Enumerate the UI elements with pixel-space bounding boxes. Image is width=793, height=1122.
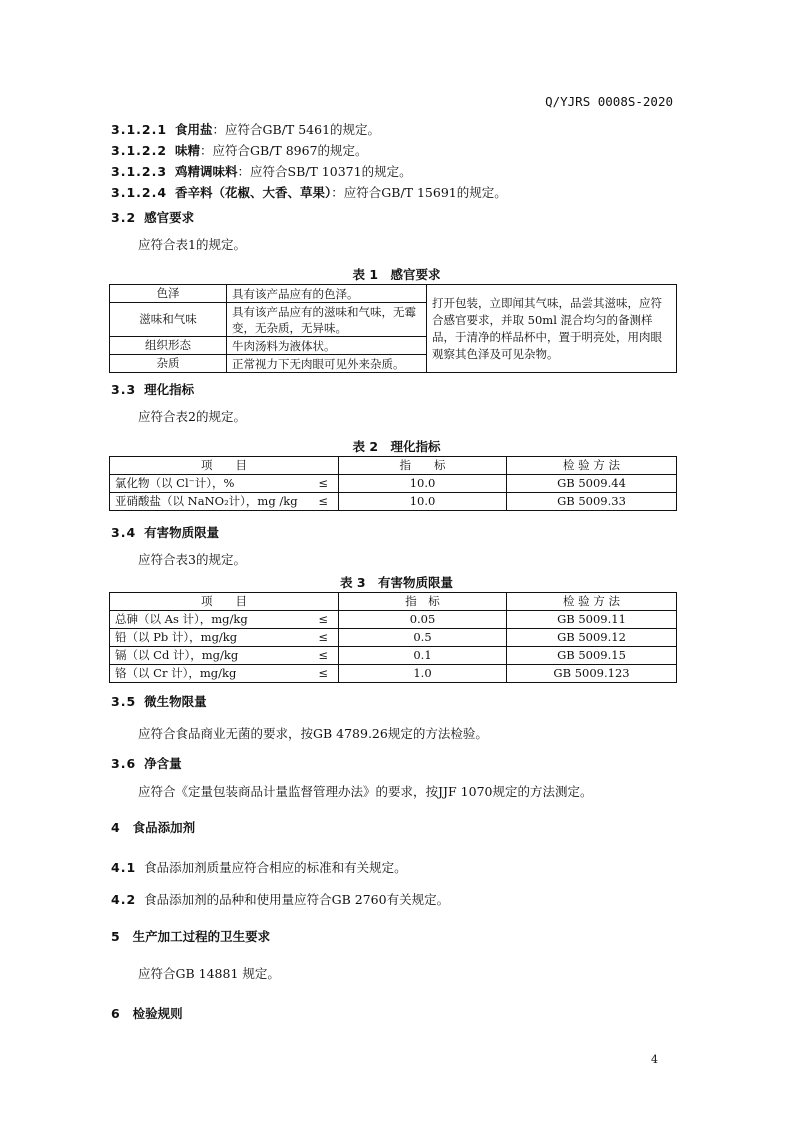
table-cell-item: 杂质 — [110, 355, 227, 373]
clause-text: 食品添加剂质量应符合相应的标准和有关规定。 — [144, 860, 407, 875]
section-3-6-heading — [111, 754, 182, 772]
table-row — [110, 285, 677, 303]
table-cell-method: GB 5009.11 — [507, 611, 677, 629]
section-3-3-heading — [111, 380, 194, 398]
section-title: 食品添加剂 — [132, 820, 196, 835]
table-cell-method: GB 5009.33 — [507, 493, 677, 511]
section-number: 3.5 — [111, 694, 137, 709]
section-3-5-heading — [111, 692, 207, 710]
table-cell-cmp: ≤ — [309, 665, 339, 683]
clause-text: 应符合GB/T 15691的规定。 — [343, 185, 507, 200]
clause-number: 4.1 — [111, 860, 137, 875]
section-title: 检验规则 — [132, 1006, 183, 1021]
table-cell-method: GB 5009.12 — [507, 629, 677, 647]
table-cell-value: 0.05 — [339, 611, 507, 629]
clause-sep: ： — [200, 143, 213, 158]
clause-3-1-2-4 — [111, 183, 507, 201]
table-header-item: 项 目 — [110, 457, 339, 475]
table-cell-item: 亚硝酸盐（以 NaNO₂计），mg /kg — [110, 493, 309, 511]
table-cell-cmp: ≤ — [309, 611, 339, 629]
section-3-5-para: 应符合食品商业无菌的要求，按GB 4789.26规定的方法检验。 — [138, 726, 488, 741]
section-number: 5 — [111, 929, 121, 944]
table-cell-desc: 具有该产品应有的滋味和气味，无霉变，无杂质，无异味。 — [227, 303, 427, 337]
table-1-sensory — [109, 284, 677, 373]
table-cell-item: 组织形态 — [110, 337, 227, 355]
table-row — [110, 611, 677, 629]
table-cell-item: 滋味和气味 — [110, 303, 227, 337]
table-cell-value: 1.0 — [339, 665, 507, 683]
table-cell-value: 10.0 — [339, 493, 507, 511]
section-3-3-para: 应符合表2的规定。 — [138, 409, 246, 424]
standard-code: Q/YJRS 0008S-2020 — [545, 94, 673, 109]
clause-name: 鸡精调味料 — [175, 164, 238, 179]
clause-sep: ： — [212, 122, 226, 137]
section-5-para: 应符合GB 14881 规定。 — [138, 966, 280, 981]
table-header-index: 指 标 — [339, 457, 507, 475]
table-cell-item: 镉（以 Cd 计），mg/kg — [110, 647, 309, 665]
table-cell-value: 0.5 — [339, 629, 507, 647]
clause-text: 应符合GB/T 8967的规定。 — [212, 143, 368, 158]
page-number: 4 — [651, 1053, 658, 1066]
clause-sep: ： — [331, 185, 344, 200]
table-cell-item: 色泽 — [110, 285, 227, 303]
table-header-row — [110, 457, 677, 475]
table-row — [110, 647, 677, 665]
section-title: 感官要求 — [144, 210, 195, 225]
clause-3-1-2-1 — [111, 120, 380, 138]
clause-name: 香辛料（花椒、大香、草果） — [175, 185, 332, 200]
table-cell-value: 10.0 — [339, 475, 507, 493]
table-1-caption: 表 1 感官要求 — [352, 267, 441, 282]
section-title: 净含量 — [144, 756, 182, 771]
table-2-caption: 表 2 理化指标 — [352, 439, 441, 454]
table-2-physicochemical — [109, 456, 677, 511]
table-cell-item: 铅（以 Pb 计），mg/kg — [110, 629, 309, 647]
table-cell-cmp: ≤ — [309, 647, 339, 665]
section-title: 理化指标 — [144, 382, 195, 397]
clause-4-2 — [111, 890, 449, 908]
section-6-heading — [111, 1004, 183, 1022]
table-cell-cmp: ≤ — [309, 493, 339, 511]
table-cell-method: GB 5009.15 — [507, 647, 677, 665]
clause-3-1-2-3 — [111, 162, 412, 180]
clause-number: 3.1.2.3 — [111, 164, 168, 179]
table-cell-method: 打开包装，立即闻其气味，品尝其滋味，应符合感官要求，并取 50ml 混合均匀的备测样品，于清净的样品杯中，置于明亮处，用肉眼观察其色泽及可见杂物。 — [427, 285, 677, 373]
clause-text: 应符合GB/T 5461的规定。 — [225, 122, 381, 137]
section-3-2-heading — [111, 208, 194, 226]
section-3-4-para: 应符合表3的规定。 — [138, 552, 246, 567]
table-cell-cmp: ≤ — [309, 629, 339, 647]
section-3-6-para: 应符合《定量包装商品计量监督管理办法》的要求，按JJF 1070规定的方法测定。 — [138, 784, 593, 799]
section-5-heading — [111, 927, 270, 945]
table-cell-item: 总砷（以 As 计），mg/kg — [110, 611, 309, 629]
clause-4-1 — [111, 858, 407, 876]
table-cell-desc: 正常视力下无肉眼可见外来杂质。 — [227, 355, 427, 373]
section-number: 6 — [111, 1006, 121, 1021]
table-cell-item: 氯化物（以 Cl⁻计），% — [110, 475, 309, 493]
table-row — [110, 629, 677, 647]
table-cell-method: GB 5009.123 — [507, 665, 677, 683]
clause-number: 3.1.2.2 — [111, 143, 168, 158]
section-number: 3.4 — [111, 525, 137, 540]
table-cell-value: 0.1 — [339, 647, 507, 665]
table-cell-item: 铬（以 Cr 计），mg/kg — [110, 665, 309, 683]
section-3-2-para: 应符合表1的规定。 — [138, 237, 246, 252]
section-title: 有害物质限量 — [144, 525, 220, 540]
section-3-4-heading — [111, 523, 219, 541]
table-header-row — [110, 593, 677, 611]
clause-sep: ： — [237, 164, 251, 179]
clause-number: 3.1.2.1 — [111, 122, 168, 137]
section-number: 4 — [111, 820, 121, 835]
section-title: 微生物限量 — [144, 694, 207, 709]
clause-text: 应符合SB/T 10371的规定。 — [250, 164, 412, 179]
table-cell-desc: 牛肉汤料为液体状。 — [227, 337, 427, 355]
table-cell-desc: 具有该产品应有的色泽。 — [227, 285, 427, 303]
table-row — [110, 475, 677, 493]
clause-number: 3.1.2.4 — [111, 185, 168, 200]
clause-3-1-2-2 — [111, 141, 368, 159]
table-header-method: 检 验 方 法 — [507, 457, 677, 475]
table-row — [110, 493, 677, 511]
section-number: 3.2 — [111, 210, 137, 225]
clause-name: 味精 — [175, 143, 201, 158]
table-header-item: 项 目 — [110, 593, 339, 611]
table-row — [110, 665, 677, 683]
section-4-heading — [111, 818, 195, 836]
table-3-harmful-substances — [109, 592, 677, 683]
clause-name: 食用盐 — [175, 122, 213, 137]
table-header-method: 检 验 方 法 — [507, 593, 677, 611]
table-cell-cmp: ≤ — [309, 475, 339, 493]
section-number: 3.6 — [111, 756, 137, 771]
clause-text: 食品添加剂的品种和使用量应符合GB 2760有关规定。 — [144, 892, 450, 907]
table-3-caption: 表 3 有害物质限量 — [339, 575, 454, 590]
section-number: 3.3 — [111, 382, 137, 397]
section-title: 生产加工过程的卫生要求 — [132, 929, 271, 944]
clause-number: 4.2 — [111, 892, 137, 907]
table-cell-method: GB 5009.44 — [507, 475, 677, 493]
table-header-index: 指 标 — [339, 593, 507, 611]
